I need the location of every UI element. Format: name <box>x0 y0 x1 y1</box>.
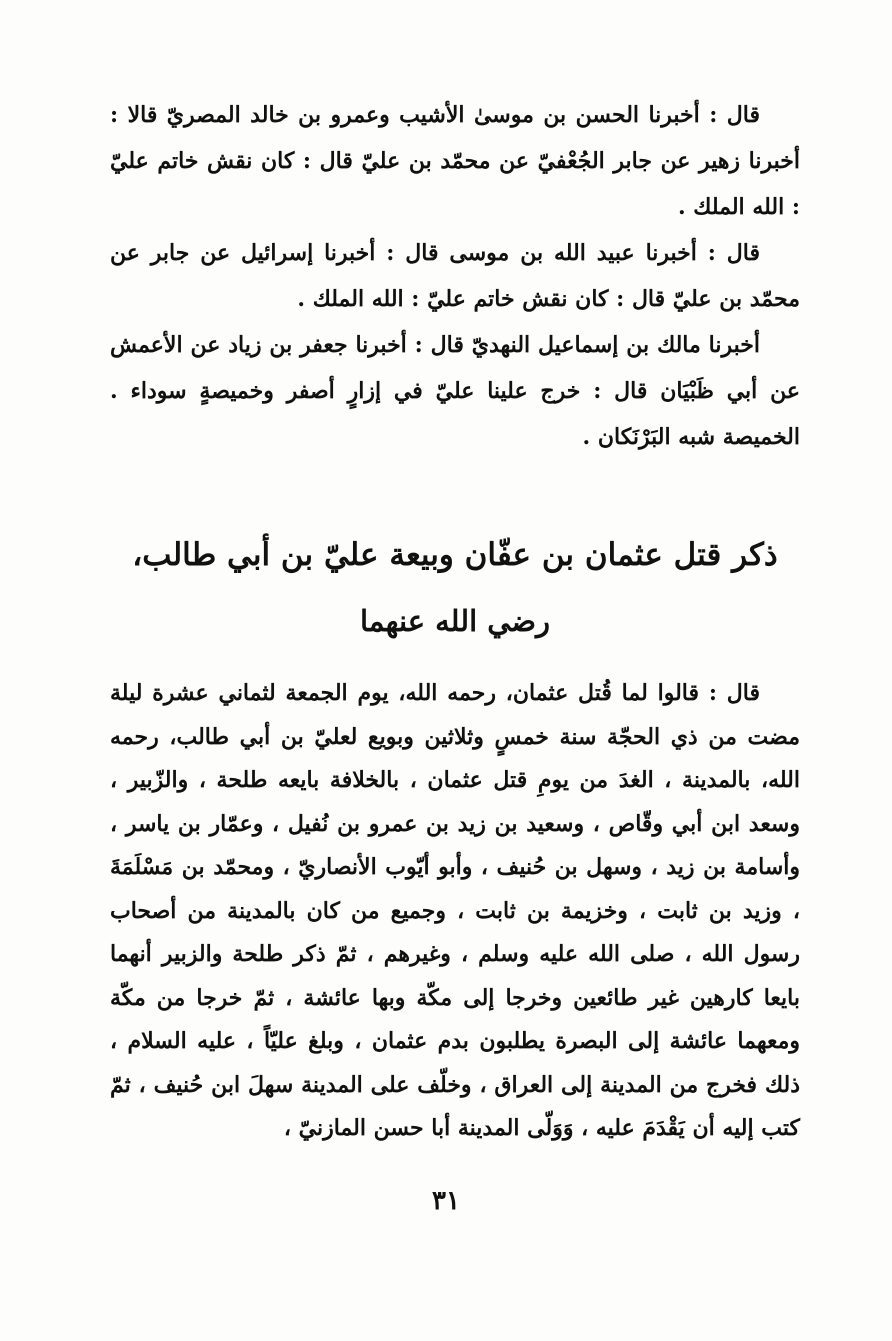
section-heading-subtitle: رضي الله عنهما <box>359 604 551 638</box>
paragraph-3: أخبرنا مالك بن إسماعيل النهديّ قال : أخبرنا جعفر بن زياد عن الأعمش عن أبي ظَبْيَان قال : خرج علينا عليّ في إزارٍ أصفر وخميصةٍ سوداء . الخميصة شبه البَرْنَكان . <box>110 332 800 450</box>
section-heading: ذكر قتل عثمان بن عفّان وبيعة عليّ بن أبي طالب، <box>132 537 778 573</box>
page-number: ٣١ <box>432 1186 460 1216</box>
top-text-block <box>110 92 800 460</box>
body-text-block <box>110 672 800 1151</box>
body-paragraph: قال : قالوا لما قُتل عثمان، رحمه الله، يوم الجمعة لثماني عشرة ليلة مضت من ذي الحجّة سنة خمسٍ وثلاثين وبويع لعليّ بن أبي طالب، رحمه الله، بالمدينة ، الغدَ من يومِ قتل عثمان ، بالخلافة بايعه طلحة ، والزّبير ، وسعد ابن أبي وقّاص ، وسعيد بن زيد بن عمرو بن نُفيل ، وعمّار بن ياسر ، وأسامة بن زيد ، وسهل بن حُنيف ، وأبو أيّوب الأنصاريّ ، ومحمّد بن مَسْلَمَةَ ، وزيد بن ثابت ، وخزيمة بن ثابت ، وجميع من كان بالمدينة من أصحاب رسول الله ، صلى الله عليه وسلم ، وغيرهم ، ثمّ ذكر طلحة والزبير أنهما بايعا كارهين غير طائعين وخرجا إلى مكّة وبها عائشة ، ثمّ خرجا من مكّة ومعهما عائشة إلى البصرة يطلبون بدم عثمان ، وبلغ عليّاً ، عليه السلام ، ذلك فخرج من المدينة إلى العراق ، وخلّف على المدينة سهلَ ابن حُنيف ، ثمّ كتب إليه أن يَقْدَمَ عليه ، وَوَلّى المدينة أبا حسن المازنيّ ، <box>110 680 800 1141</box>
paragraph-2: قال : أخبرنا عبيد الله بن موسى قال : أخبرنا إسرائيل عن جابر عن محمّد بن عليّ قال : كان نقش خاتم عليّ : الله الملك . <box>110 240 800 312</box>
paragraph-1: قال : أخبرنا الحسن بن موسىٰ الأشيب وعمرو بن خالد المصريّ قالا : أخبرنا زهير عن جابر الجُعْفيّ عن محمّد بن عليّ قال : كان نقش خاتم عليّ : الله الملك . <box>110 102 800 220</box>
